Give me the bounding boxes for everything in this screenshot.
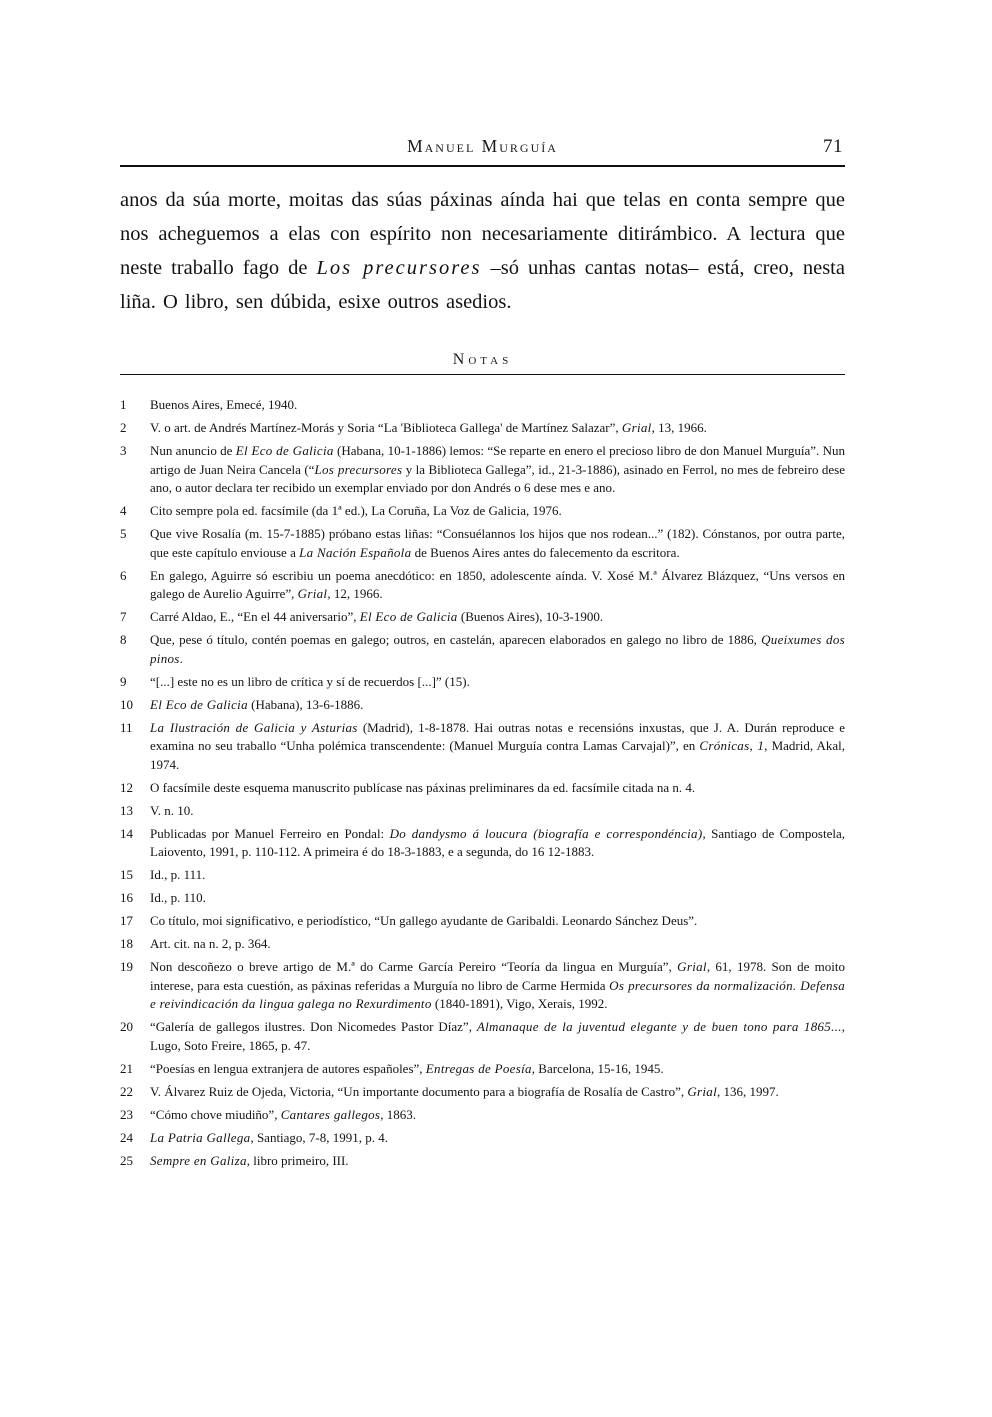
page-header: [120, 136, 845, 160]
note-text: [150, 719, 845, 775]
text-run: , 12, 1966.: [327, 586, 383, 601]
note-text: [150, 912, 845, 931]
note-text: [150, 802, 845, 821]
note-number: 5: [120, 526, 127, 541]
note-item: [120, 802, 845, 821]
italic-text-run: Cantares gallegos: [280, 1106, 381, 1122]
text-run: , Madrid, Akal, 1974.: [150, 738, 845, 772]
italic-text-run: El Eco de Galicia: [359, 609, 458, 624]
note-item: [120, 502, 845, 521]
italic-text-run: Queixumes dos pinos: [150, 632, 846, 666]
note-item: [120, 631, 845, 668]
note-item: [120, 608, 845, 627]
italic-text-run: La Patria Gallega: [150, 1129, 251, 1145]
note-number: 20: [120, 1019, 133, 1034]
text-run: Carré Aldao, E., “En el 44 aniversario”,: [150, 609, 360, 624]
note-text: [150, 396, 845, 415]
text-run: “Galería de gallegos ilustres. Don Nicomedes Pastor Díaz”,: [150, 1019, 477, 1034]
text-run: , Lugo, Soto Freire, 1865, p. 47.: [150, 1019, 845, 1053]
italic-text-run: Os precursores da normalización. Defensa e reivindicación da lingua galega no Rexurdimento: [150, 977, 845, 1011]
note-number: 19: [120, 959, 133, 974]
text-run: , 13, 1966.: [651, 420, 707, 435]
italic-text-run: La Ilustración de Galicia y Asturias: [150, 719, 358, 735]
text-run: “Poesías en lengua extranjera de autores españoles”,: [150, 1060, 426, 1076]
note-item: [120, 779, 845, 798]
text-run: V. n. 10.: [150, 802, 194, 818]
text-run: Nun anuncio de: [150, 443, 236, 458]
notes-rule: [120, 374, 845, 375]
text-run: V. o art. de Andrés Martínez-Morás y Soria “La 'Biblioteca Gallega' de Martínez Salazar”,: [150, 420, 622, 435]
note-number: 6: [120, 567, 127, 583]
text-run: Que vive Rosalía (m. 15-7-1885) próbano estas liñas: “Consuélannos los hijos que nos rodean...” (182). Cónstanos, por outra parte, que este capítulo enviouse a: [150, 526, 845, 560]
note-number: 1: [120, 397, 127, 412]
note-number: 23: [120, 1106, 133, 1122]
note-text: [150, 631, 845, 668]
note-number: 22: [120, 1083, 133, 1099]
note-item: [120, 525, 845, 562]
text-run: (Madrid), 1-8-1878. Hai outras notas e recensións inxustas, que J. A. Durán reproduce e examina no seu traballo “Unha polémica transcendente: (Manuel Murguía contra Lamas Carvajal)”, en: [150, 719, 845, 753]
note-item: [120, 396, 845, 415]
note-number: 25: [120, 1152, 133, 1168]
note-number: 12: [120, 779, 133, 795]
note-text: [150, 958, 845, 1014]
note-text: [150, 442, 845, 498]
note-item: [120, 419, 845, 438]
note-number: 11: [120, 719, 133, 735]
text-run: (Buenos Aires), 10-3-1900.: [457, 609, 604, 624]
text-run: anos da súa morte, moitas das súas páxinas aínda hai que telas en conta sempre que nos acheguemos a elas con espírito non necesariamente ditirámbico. A lectura que neste traballo fago de: [120, 189, 845, 279]
text-run: “Cómo chove miudiño”,: [150, 1106, 281, 1122]
note-item: [120, 935, 845, 954]
note-number: 2: [120, 420, 127, 435]
italic-text-run: Los precursores: [316, 257, 482, 279]
italic-text-run: El Eco de Galicia: [150, 696, 248, 712]
text-run: y la Biblioteca Gallega”, id., 21-3-1886), asinado en Ferrol, no mes de febreiro dese ano, o autor declara ter recibido un exemplar enviado por don Andrés o 6 dese mes e ano.: [150, 461, 845, 495]
text-run: , Santiago, 7-8, 1991, p. 4.: [250, 1129, 389, 1145]
running-head-title: Manuel Murguía: [407, 136, 558, 156]
note-item: [120, 1129, 845, 1148]
text-run: O facsímile deste esquema manuscrito publícase nas páxinas preliminares da ed. facsímile citada na n. 4.: [150, 779, 696, 795]
text-run: , libro primeiro, III.: [246, 1152, 349, 1168]
header-rule: [120, 165, 845, 167]
italic-text-run: Entregas de Poesía: [425, 1060, 532, 1076]
note-text: [150, 696, 845, 715]
italic-text-run: Grial: [621, 420, 652, 435]
italic-text-run: Grial: [687, 1083, 718, 1099]
note-number: 14: [120, 825, 133, 841]
note-item: [120, 719, 845, 775]
italic-text-run: La Nación Española: [299, 544, 412, 560]
note-item: [120, 1106, 845, 1125]
text-run: , 1863.: [380, 1106, 417, 1122]
note-text: [150, 935, 845, 954]
italic-text-run: Grial: [297, 586, 328, 601]
text-run: , Barcelona, 15-16, 1945.: [531, 1060, 664, 1076]
text-run: Id., p. 111.: [150, 867, 206, 882]
text-run: , 136, 1997.: [717, 1083, 779, 1099]
italic-text-run: Grial: [677, 959, 707, 974]
text-run: Cito sempre pola ed. facsímile (da 1ª ed.), La Coruña, La Voz de Galicia, 1976.: [150, 503, 562, 518]
note-number: 4: [120, 503, 127, 518]
text-run: Non descoñezo o breve artigo de M.ª do Carme García Pereiro “Teoría da lingua en Murguía”,: [150, 959, 678, 974]
italic-text-run: El Eco de Galicia: [235, 443, 334, 458]
notes-list: [120, 396, 845, 1170]
note-number: 16: [120, 890, 133, 905]
note-number: 8: [120, 632, 127, 647]
note-text: [150, 779, 845, 798]
note-text: [150, 889, 845, 908]
note-text: [150, 1060, 845, 1079]
text-run: .: [179, 650, 183, 666]
note-text: [150, 866, 845, 885]
note-text: [150, 673, 845, 692]
note-item: [120, 958, 845, 1014]
italic-text-run: Sempre en Galiza: [150, 1152, 247, 1168]
notes-heading: Notas: [452, 351, 513, 368]
text-run: Que, pese ó título, contén poemas en galego; outros, en castelán, aparecen elaborados en galego no libro de 1886,: [150, 632, 762, 647]
italic-text-run: Los precursores: [314, 461, 403, 477]
note-item: [120, 673, 845, 692]
text-run: –só unhas cantas notas– está, creo, nesta liña. O libro, sen dúbida, esixe outros asedios.: [120, 257, 845, 313]
note-item: [120, 912, 845, 931]
note-text: [150, 1018, 845, 1055]
text-run: “[...] este no es un libro de crítica y sí de recuerdos [...]” (15).: [150, 673, 470, 689]
text-run: Art. cit. na n. 2, p. 364.: [150, 936, 271, 951]
note-text: [150, 1152, 845, 1171]
note-item: [120, 442, 845, 498]
note-number: 21: [120, 1060, 133, 1076]
italic-text-run: Do dandysmo á loucura (biografía e correspondéncia): [389, 825, 703, 841]
text-run: , Santiago de Compostela, Laiovento, 1991, p. 110-112. A primeira é do 18-3-1883, e a segunda, do 16 12-1883.: [150, 825, 845, 859]
note-item: [120, 825, 845, 862]
text-run: Co título, moi significativo, e periodístico, “Un gallego ayudante de Garibaldi. Leonardo Sánchez Deus”.: [150, 913, 698, 928]
body-paragraph: [120, 183, 845, 319]
note-item: [120, 1083, 845, 1102]
italic-text-run: Crónicas, 1: [699, 738, 765, 753]
note-number: 3: [120, 443, 127, 458]
italic-text-run: Almanaque de la juventud elegante y de buen tono para 1865...: [476, 1019, 842, 1034]
note-number: 13: [120, 802, 133, 818]
note-item: [120, 696, 845, 715]
note-text: [150, 525, 845, 562]
note-text: [150, 825, 845, 862]
note-item: [120, 889, 845, 908]
note-number: 7: [120, 609, 127, 624]
note-item: [120, 1060, 845, 1079]
note-number: 10: [120, 696, 133, 712]
note-text: [150, 567, 845, 604]
note-number: 9: [120, 673, 127, 689]
text-run: (1840-1891), Vigo, Xerais, 1992.: [431, 996, 608, 1011]
note-text: [150, 419, 845, 438]
note-text: [150, 502, 845, 521]
text-run: de Buenos Aires antes do falecemento da escritora.: [411, 544, 680, 560]
note-text: [150, 1106, 845, 1125]
text-run: Id., p. 110.: [150, 890, 206, 905]
text-run: , 61, 1978. Son de moito interese, para esta cuestión, as páxinas referidas a Murguía no libro de Carme Hermida: [150, 959, 845, 993]
note-text: [150, 1129, 845, 1148]
note-text: [150, 1083, 845, 1102]
text-run: V. Álvarez Ruiz de Ojeda, Victoria, “Un importante documento para a biografía de Rosalía de Castro”,: [150, 1083, 688, 1099]
note-number: 18: [120, 936, 133, 951]
note-item: [120, 567, 845, 604]
note-text: [150, 608, 845, 627]
text-run: En galego, Aguirre só escribiu un poema anecdótico: en 1850, adolescente aínda. V. Xosé M.ª Álvarez Blázquez, “Uns versos en galego de Aurelio Aguirre”,: [150, 567, 845, 601]
text-run: (Habana), 13-6-1886.: [247, 696, 364, 712]
text-run: (Habana, 10-1-1886) lemos: “Se reparte en enero el precioso libro de don Manuel Murguía”. Nun artigo de Juan Neira Cancela (“: [150, 443, 845, 477]
note-item: [120, 866, 845, 885]
text-run: Publicadas por Manuel Ferreiro en Pondal:: [150, 825, 390, 841]
note-item: [120, 1152, 845, 1171]
note-number: 24: [120, 1129, 133, 1145]
page-number: 71: [823, 136, 843, 157]
page-content: [120, 136, 845, 1170]
note-number: 15: [120, 867, 133, 882]
note-item: [120, 1018, 845, 1055]
text-run: Buenos Aires, Emecé, 1940.: [150, 397, 298, 412]
note-number: 17: [120, 913, 133, 928]
